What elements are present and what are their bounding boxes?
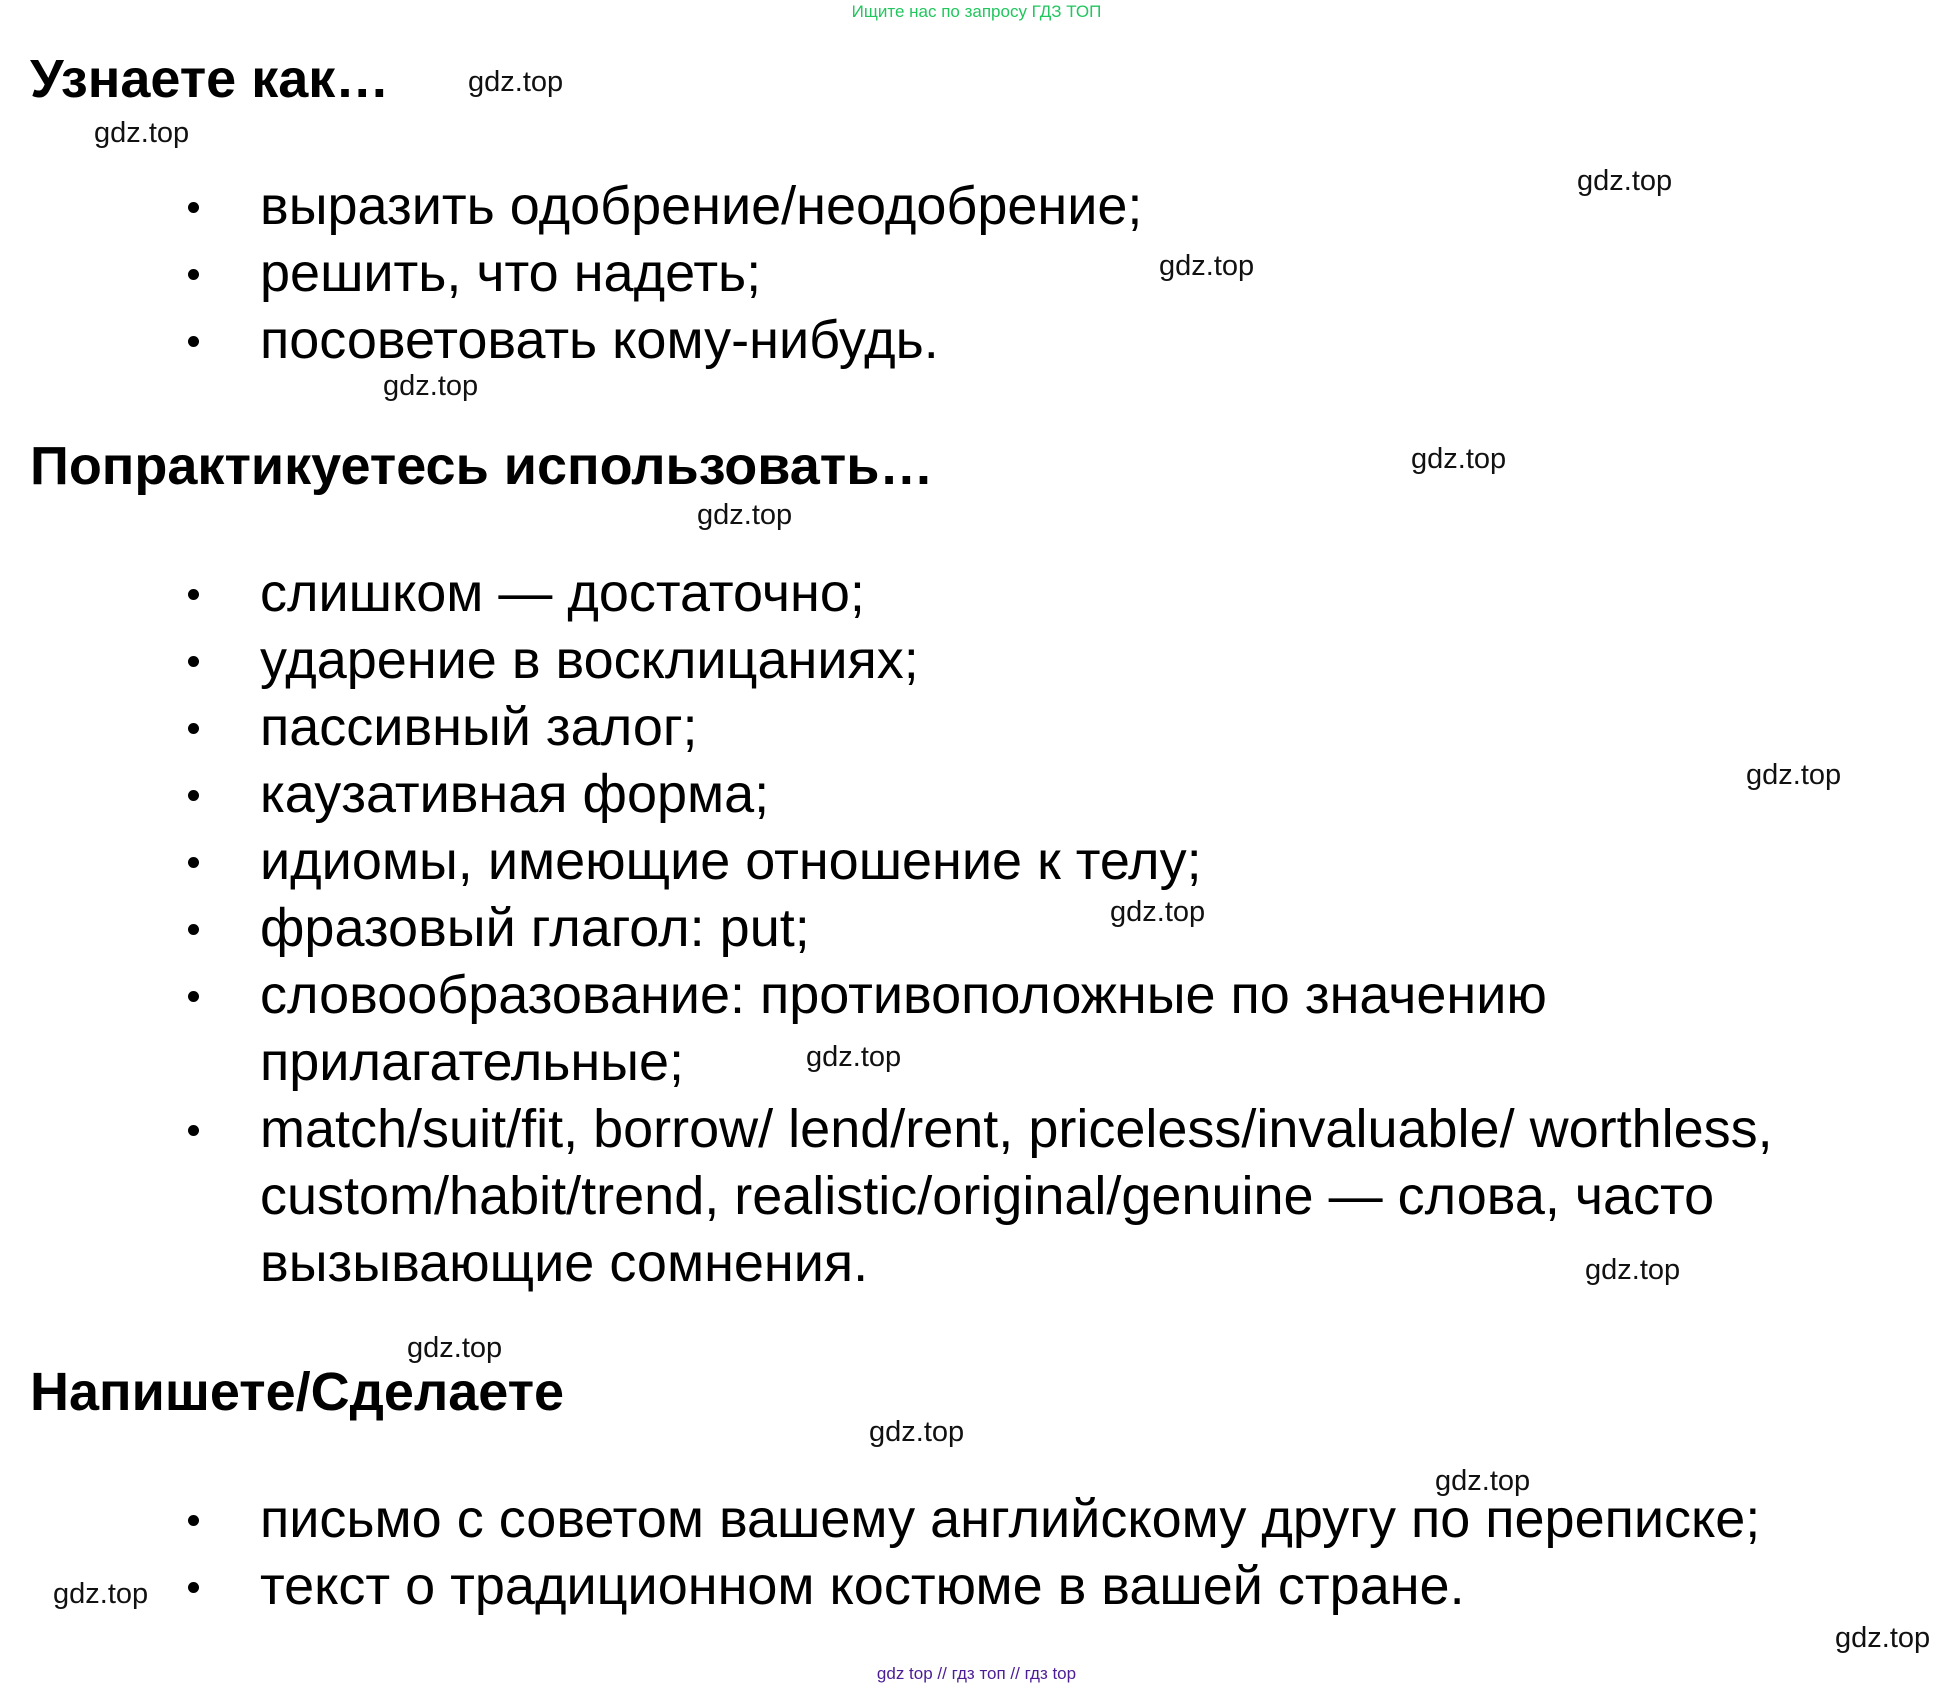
- top-banner: Ищите нас по запросу ГДЗ ТОП: [851, 2, 1102, 21]
- list-item-text: письмо с советом вашему английскому другу по переписке;: [260, 1489, 1761, 1549]
- list-item: [180, 307, 1920, 374]
- bullet-icon: [188, 991, 199, 1002]
- bullet-icon: [188, 857, 199, 868]
- watermark: gdz.top: [1577, 165, 1673, 197]
- watermark: gdz.top: [1110, 896, 1206, 928]
- list-item-text: фразовый глагол: put;: [260, 898, 810, 958]
- list-item-text: match/suit/fit, borrow/ lend/rent, priceless/invaluable/ worthless, custom/habit/trend, realistic/original/genuine — слова, часто вызывающие сомнения.: [260, 1099, 1773, 1293]
- watermark: gdz.top: [869, 1416, 965, 1448]
- bullet-icon: [188, 1582, 199, 1593]
- bullet-icon: [188, 790, 199, 801]
- bullet-icon: [188, 723, 199, 734]
- list-item: [180, 1553, 1920, 1620]
- list-item: [180, 962, 1920, 1096]
- section-heading-write: Напишете/Сделаете: [30, 1362, 565, 1422]
- list-item: [180, 694, 1920, 761]
- list-item: [180, 627, 1920, 694]
- list-item: [180, 1486, 1920, 1553]
- bullet-icon: [188, 656, 199, 667]
- footer-links: gdz top // гдз топ // гдз top: [876, 1664, 1077, 1683]
- section-heading-practice: Попрактикуетесь использовать…: [30, 436, 934, 496]
- bullet-icon: [188, 589, 199, 600]
- watermark: gdz.top: [468, 66, 564, 98]
- list-item: [180, 560, 1920, 627]
- section-list-practice: [180, 560, 1920, 1297]
- watermark: gdz.top: [1411, 443, 1507, 475]
- bullet-icon: [188, 336, 199, 347]
- watermark: gdz.top: [53, 1578, 149, 1610]
- section-heading-learn: Узнаете как…: [30, 49, 390, 109]
- watermark: gdz.top: [94, 117, 190, 149]
- list-item: [180, 828, 1920, 895]
- watermark: gdz.top: [806, 1041, 902, 1073]
- bullet-icon: [188, 1515, 199, 1526]
- list-item-text: текст о традиционном костюме в вашей стране.: [260, 1556, 1465, 1616]
- bullet-icon: [188, 924, 199, 935]
- list-item: [180, 761, 1920, 828]
- list-item-text: идиомы, имеющие отношение к телу;: [260, 831, 1202, 891]
- bullet-icon: [188, 202, 199, 213]
- section-list-learn: [180, 173, 1920, 374]
- bullet-icon: [188, 1125, 199, 1136]
- list-item-text: слишком — достаточно;: [260, 563, 865, 623]
- list-item-text: пассивный залог;: [260, 697, 698, 757]
- list-item-text: словообразование: противоположные по значению прилагательные;: [260, 965, 1547, 1092]
- list-item-text: ударение в восклицаниях;: [260, 630, 919, 690]
- list-item: [180, 240, 1920, 307]
- list-item-text: решить, что надеть;: [260, 243, 762, 303]
- watermark: gdz.top: [1159, 250, 1255, 282]
- watermark: gdz.top: [383, 370, 479, 402]
- watermark: gdz.top: [1835, 1622, 1931, 1654]
- watermark: gdz.top: [1746, 759, 1842, 791]
- watermark: gdz.top: [407, 1332, 503, 1364]
- list-item-text: посоветовать кому-нибудь.: [260, 310, 939, 370]
- list-item-text: каузативная форма;: [260, 764, 770, 824]
- watermark: gdz.top: [1585, 1254, 1681, 1286]
- list-item: [180, 895, 1920, 962]
- section-list-write: [180, 1486, 1920, 1620]
- bullet-icon: [188, 269, 199, 280]
- watermark: gdz.top: [1435, 1465, 1531, 1497]
- watermark: gdz.top: [697, 499, 793, 531]
- list-item-text: выразить одобрение/неодобрение;: [260, 176, 1143, 236]
